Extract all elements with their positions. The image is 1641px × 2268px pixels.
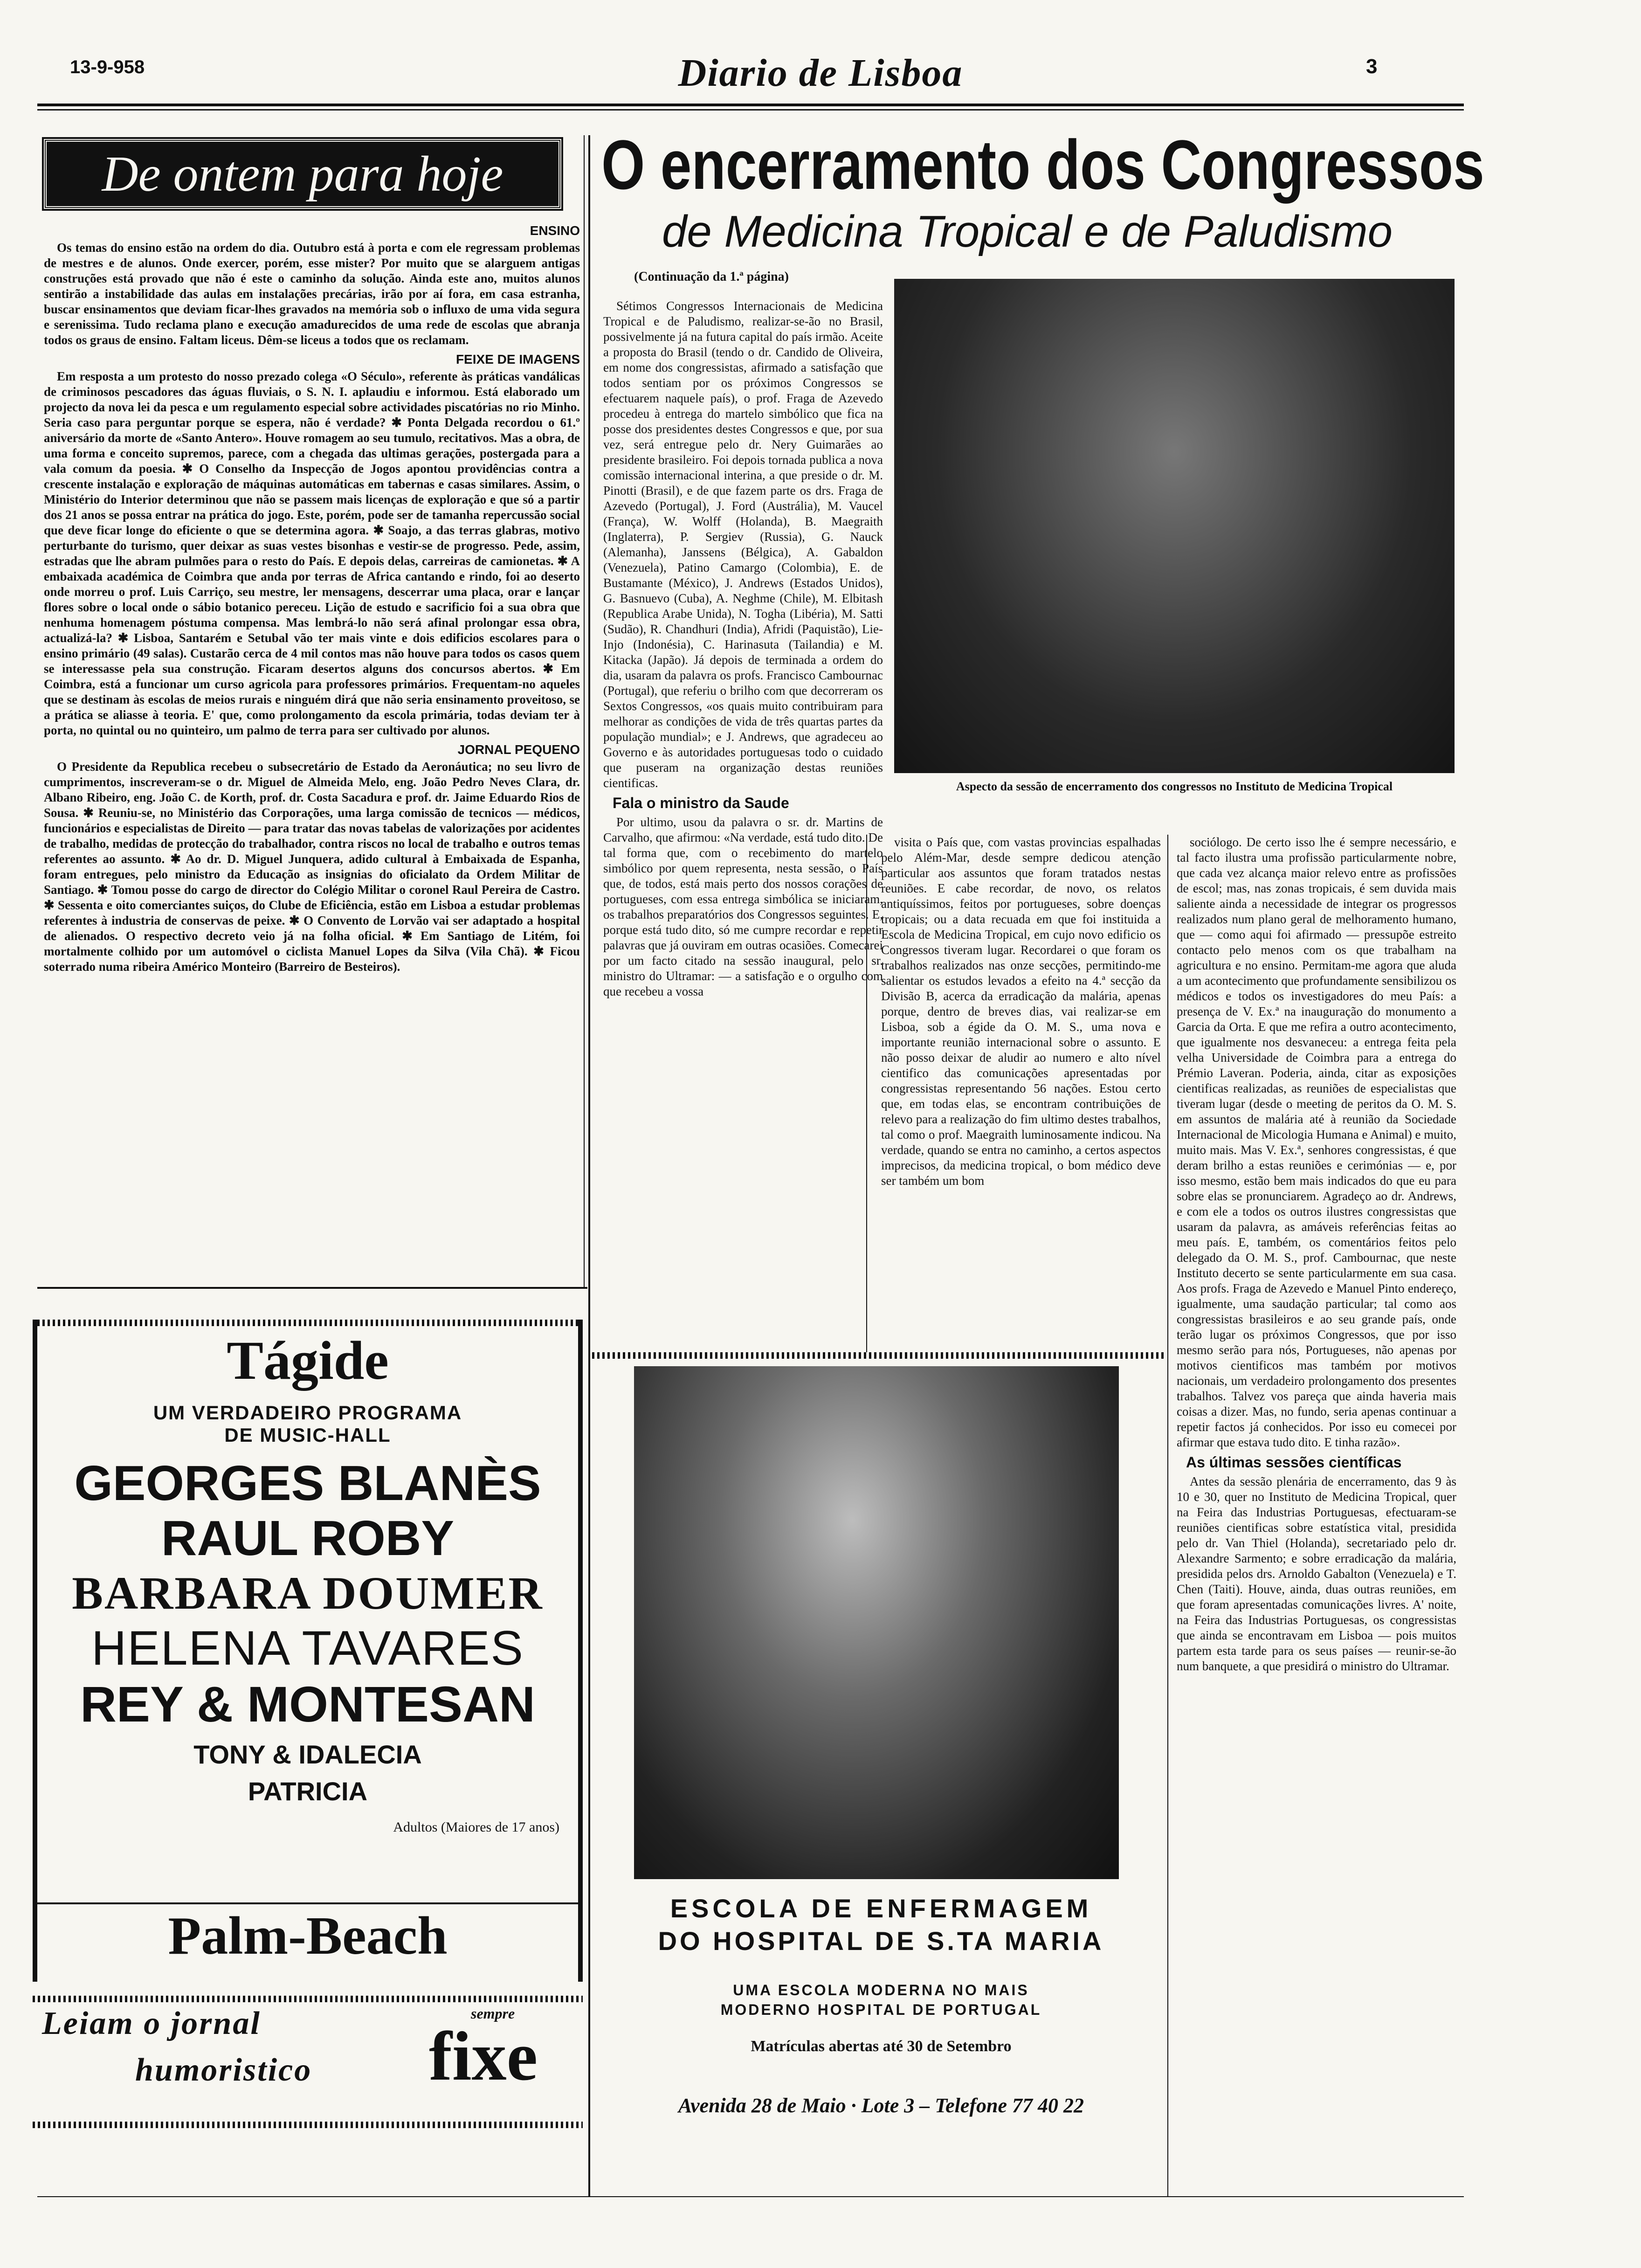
page-number: 3 xyxy=(1366,55,1378,78)
ad-border-top xyxy=(37,1320,578,1326)
column-rule-right xyxy=(1167,835,1168,2196)
article-col-3b-text: Antes da sessão plenária de encerramento, das 9 às 10 e 30, quer no Instituto de Medicina Tropical, quer na Feira das Industrias Portuguesas, efectuaram-se reuniões cientificas sobre estatística vital, presidida pelo dr. Van Thiel (Holanda), secretariado pelo dr. Alexandre Sarmento; e sobre erradicação da malária, presidida pelos drs. Arnoldo Gabalton (Venezuela) e T. Chen (Taiti). Houve, ainda, duas outras reuniões, em que foram apresentadas comunicações livres. A' noite, na Feira das Industrias Portuguesas, os congressistas que ainda se encontravam em Lisboa — pois muitos partem esta tarde para os seus países — reunir-se-ão num banquete, a que presidirá o ministro do Ultramar. xyxy=(1177,1474,1456,1673)
article-continuation: (Continuação da 1.ª página) xyxy=(634,270,789,284)
column-heading-box xyxy=(44,139,561,209)
ad-tagide-note: Adultos (Maiores de 17 anos) xyxy=(393,1819,559,1835)
section-title-feixe: FEIXE DE IMAGENS xyxy=(455,352,580,366)
left-column-bottom-rule xyxy=(37,1287,587,1289)
ad-tagide-act: PATRICIA xyxy=(248,1777,368,1806)
subhead-sessions: As últimas sessões científicas xyxy=(1186,1454,1402,1471)
article-col-2-text: visita o País que, com vastas provincias espalhadas pelo Além-Mar, desde sempre dedicou atenção particular aos assuntos que foram tratados nestas reuniões. E cabe recordar, de novo, os relatos antiquíssimos, feitos por portugueses, sobre doenças tropicais; ou a data recuada em que foi instituida a Escola de Medicina Tropical, em cujo novo edificio os Congressos tiveram lugar. Recordarei o que foram os trabalhos realizados nas onze secções, permitindo-me salientar os estudos levados a efeito na 4.ª secção da Divisão B, acerca da erradicação da malária, apenas porque, dentro de breves dias, vai realizar-se em Lisboa, sob a égide da O. M. S., uma nova e importante reunião internacional sobre o assunto. E não posso deixar de aludir ao numero e alto nível cientifico das comunicações apresentadas por congressistas representando 56 nações. Estou certo que, em todas elas, se encontram contribuições de relevo para a realização do fim ultimo destes trabalhos, tal como o prof. Maegraith luminosamente indicou. Na verdade, quando se entra no caminho, a certos aspectos imprecisos, da medicina tropical, o bom médico deve ser também um bom xyxy=(881,835,1161,1188)
ad-fixe-line-2: humoristico xyxy=(135,2052,312,2088)
masthead-rule-bottom xyxy=(37,109,1464,111)
section-text-jornal: O Presidente da Republica recebeu o subsecretário de Estado da Aeronáutica; no seu livro de cumprimentos, inscreveram-se o dr. Miguel de Almeida Melo, eng. João Pedro Neves Clara, dr. Albano Ribeiro, eng. João C. de Korth, prof. dr. Costa Sacadura e prof. dr. Jaime Eduardo Rios de Sousa. ✱ Reuniu-se, no Ministério das Corporações, uma larga comissão de tecnicos — médicos, funcionários e especialistas de Direito — para tratar das novas tabelas de valorizações por acidentes de trabalho, medidas de protecção do trabalhador, contra riscos no local de trabalho e outros temas referentes ao assunto. ✱ Ao dr. D. Miguel Junquera, adido cultural à Embaixada de Espanha, foram entregues, pelo ministro da Educação as insignias do oficialato da Ordem Militar de Santiago. ✱ Tomou posse do cargo de director do Colégio Militar o coronel Raul Pereira de Castro. ✱ Sessenta e oito comerciantes suiços, do Clube de Eficiência, estão em Lisboa a estudar problemas referentes à industria de conservas de peixe. ✱ O Convento de Lorvão vai ser adaptado a hospital de alienados. O respectivo decreto veio já na folha oficial. ✱ Em Santiago de Litém, foi mortalmente colhido por um automóvel o ciclista Manuel Lopes da Silva (Vila Chã). ✱ Ficou soterrado numa ribeira Américo Monteiro (Barreiro de Besteiros). xyxy=(44,760,580,974)
ad-fixe xyxy=(33,2005,583,2117)
nurse-photo xyxy=(634,1366,1119,1879)
section-title-ensino: ENSINO xyxy=(530,223,580,238)
ad-fixe-line-1: Leiam o jornal xyxy=(42,2005,261,2041)
ad-escola-line-1: UMA ESCOLA MODERNA NO MAIS xyxy=(733,1982,1029,1998)
ad-tagide-act: GEORGES BLANÈS xyxy=(74,1456,541,1511)
ad-tagide-act: RAUL ROBY xyxy=(161,1511,455,1566)
ad-tagide xyxy=(33,1320,583,1982)
article-col-3 xyxy=(1177,835,1456,2178)
left-column-text xyxy=(44,219,580,1278)
column-rule-left-inner xyxy=(584,135,585,1287)
ad-tagide-tagline-1: UM VERDADEIRO PROGRAMA xyxy=(153,1402,462,1424)
newspaper-title: Diario de Lisboa xyxy=(678,51,963,95)
subhead-minister: Fala o ministro da Saude xyxy=(613,795,789,811)
ad-escola-line-2: MODERNO HOSPITAL DE PORTUGAL xyxy=(720,2001,1042,2018)
ad-fixe-brand: fixe xyxy=(429,2018,538,2095)
column-rule-left xyxy=(588,135,590,2196)
article-col-1 xyxy=(603,298,883,1338)
article-col-1-text: Sétimos Congressos Internacionais de Medicina Tropical e de Paludismo, realizar-se-ão no Brasil, possivelmente já na futura capital do país irmão. Aceite a proposta do Brasil (tendo o dr. Candido de Oliveira, em nome dos congressistas, afirmado a satisfação que todos sentiam por os próximos Congressos se efectuarem naquele país), o prof. Fraga de Azevedo procedeu à entrega do martelo simbólico que fica na posse dos presidentes destes Congressos e que, por sua vez, será entregue pelo dr. Nery Guimarães ao presidente brasileiro. Foi depois tornada publica a nova comissão internacional interina, a que preside o dr. M. Pinotti (Brasil), e de que fazem parte os drs. Fraga de Azevedo (Portugal), J. Ford (Austrália), M. Vaucel (França), W. Wolff (Holanda), B. Maegraith (Inglaterra), P. Sergiev (Russia), G. Nauck (Alemanha), Janssens (Bélgica), A. Gabaldon (Venezuela), Patino Camargo (Colombia), E. de Bustamante (México), J. Andrews (Estados Unidos), G. Basnuevo (Cuba), A. Neghme (Chile), M. Elbitash (Republica Arabe Unida), N. Togha (Libéria), M. Satti (Sudão), R. Chandhuri (India), Afridi (Paquistão), Lie-Injo (Indonésia), C. Harinasuta (Tailandia) e M. Kitacka (Japão). Já depois de terminada a ordem do dia, usaram da palavra os profs. Francisco Cambournac (Portugal), que referiu o brilho com que decorreram os Sextos Congressos, «os quais muito contribuiram para melhorar as condições de vida de três quartas partes da população mundial»; e J. Andrews, que agradeceu ao Governo e às autoridades portuguesas todo o cuidado que puseram na organização destas reuniões cientificas. xyxy=(603,299,883,790)
ad-escola xyxy=(597,1366,1165,2173)
ad-tagide-act: HELENA TAVARES xyxy=(91,1621,524,1675)
ad-fixe-small: sempre xyxy=(471,2005,515,2022)
ad-tagide-venue: Palm-Beach xyxy=(168,1906,448,1966)
ad-tagide-act: TONY & IDALECIA xyxy=(193,1740,422,1769)
ad-tagide-name: Tágide xyxy=(227,1330,389,1391)
ad-escola-enrol: Matrículas abertas até 30 de Setembro xyxy=(751,2038,1012,2055)
issue-date: 13-9-958 xyxy=(70,57,145,77)
ad-escola-border-top xyxy=(592,1352,1165,1359)
congress-photo xyxy=(894,279,1455,773)
article-col-1b-text: Por ultimo, usou da palavra o sr. dr. Martins de Carvalho, que afirmou: «Na verdade, está tudo dito. De tal forma que, com o recebimento do martelo simbólico por quem representa, nesta sessão, o País que, de todos, está mais perto dos nossos corações de portugueses, com essa entrega simbólica se iniciaram, os trabalhos preparatórios dos Congressos seguintes. E, porque está tudo dito, só me cumpre recordar e repetir palavras que já ouviram em outras ocasiões. Comecarei por um facto citado na sessão inaugural, pelo sr. ministro do Ultramar: — a satisfação e o orgulho com que recebeu a vossa xyxy=(603,815,883,998)
article-headline: O encerramento dos Congressos xyxy=(601,125,1484,204)
ad-fixe-border-top xyxy=(33,1996,583,2002)
article-subheadline: de Medicina Tropical e de Paludismo xyxy=(662,207,1393,256)
section-text-ensino: Os temas do ensino estão na ordem do dia. Outubro está à porta e com ele regressam problemas de mestres e de alunos. Onde exercer, porém, esse mister? Por muito que se alarguem antigas construções está provado que não é este o caminho da solução. Ainda este ano, muitos alunos sentirão a instabilidade das aulas em instalações precárias, irão por aí fora, em casa estranha, buscar ensinamentos que deviam ficar-lhes gravados na memória sob o influxo de uma vida segura e serenissima. Tudo reclama plano e execução amadurecidos de uma rede de escolas que abranja todos os graus de ensino. Faltam liceus. Dêm-se liceus a todos que os reclamam. xyxy=(44,241,580,347)
ad-escola-title-2: DO HOSPITAL DE S.TA MARIA xyxy=(658,1926,1104,1956)
ad-tagide-act: BARBARA DOUMER xyxy=(72,1567,544,1619)
page-bottom-rule xyxy=(37,2196,1464,2197)
ad-tagide-rule xyxy=(37,1902,578,1904)
section-title-jornal: JORNAL PEQUENO xyxy=(457,742,580,757)
ad-tagide-act: REY & MONTESAN xyxy=(80,1676,536,1732)
masthead-rule-top xyxy=(37,104,1464,106)
ad-tagide-tagline-2: DE MUSIC-HALL xyxy=(224,1424,391,1446)
section-text-feixe: Em resposta a um protesto do nosso prezado colega «O Século», referente às práticas vandálicas de criminosos pescadores das águas fluviais, o S. N. I. aplaudiu e informou. Está elaborado um projecto da nova lei da pesca e um regulamento especial sobre actividades piscatórias no rio Minho. Seria caso para perguntar porque se espera, não é verdade? ✱ Ponta Delgada recordou o 61.º aniversário da morte de «Santo Antero». Houve romagem ao seu tumulo, recitativos. Mas a obra, de uma forma e conceito supremos, parece, com a chegada das ultimas gerações, postergada para a vala comum da poesia. ✱ O Conselho da Inspecção de Jogos apontou providências contra a crescente instalação e exploração de máquinas automáticas em tabernas e casas similares. Assim, o Ministério do Interior determinou que não se passem mais licenças de exploração e que só a partir dos 21 anos se possa entrar na prática do jogo. Este, porém, pode ser de tamanha repercussão social que deve ficar longe do eficiente o que se determina agora. ✱ Soajo, a das terras glabras, motivo perturbante do turismo, quer deixar as suas vestes bisonhas e vestir-se de progresso. Pede, assim, estradas que lhe abram pulmões para o resto do País. E depois delas, carreiras de camionetas. ✱ A embaixada académica de Coimbra que anda por terras de Africa cantando e rindo, foi ao deserto onde morreu o prof. Luis Carriço, seu mestre, ler mensagens, descerrar uma placa, orar e lançar flores sobre o local onde o sábio botanico pereceu. Lição de estudo e sacrificio foi a sua obra que nenhuma homenagem póstuma compensa. Mas lembrá-lo não será afinal prolongar essa obra, actualizá-la? ✱ Lisboa, Santarém e Setubal vão ter mais vinte e dois edificios escolares para o ensino primário (49 salas). Custarão cerca de 4 mil contos mas não houve para todos os casos quem se interessasse pela sua construção. Ficaram desertos alguns dos concursos abertos. ✱ Em Coimbra, está a funcionar um curso agricola para professores primários. Frequentam-no aqueles que se destinam às escolas de meios rurais e ninguém dirá que não seria ensinamento proveitoso, se a prática se aliasse à teoria. E' que, como prolongamento da escola primária, todas deviam ter à porta, no quintal ou no quinteiro, um palmo de terra para ser cultivado por alunos. xyxy=(44,369,580,737)
column-heading: De ontem para hoje xyxy=(102,146,503,202)
ad-fixe-border-bottom xyxy=(33,2122,583,2128)
article-col-2 xyxy=(881,835,1161,1352)
article-col-3-text: sociólogo. De certo isso lhe é sempre necessário, e tal facto ilustra uma profissão particularmente nobre, que cada vez alcança maior relevo entre as profissões de escol; mas, nas zonas tropicais, é sem duvida mais saliente ainda a necessidade de integrar os progressos realizados num plano geral de melhoramento humano, que — como aqui foi afirmado — pressupõe estreito contacto pelo menos com os que trabalham na agricultura e no ensino. Permitam-me agora que aluda a um acontecimento que profundamente sensibilizou os médicos e todos os investigadores do meu País: a presença de V. Ex.ª na inauguração do monumento a Garcia da Orta. E que me refira a outro acontecimento, que igualmente nos desvaneceu: a entrega feita pela velha Universidade de Coimbra para a entrega do Prémio Laveran. Poderia, ainda, citar as exposições cientificas realizadas, as reuniões de especialistas que tiveram lugar (desde o meeting de peritos da O. M. S. em assuntos de malária até à reunião da Sociedade Internacional de Micologia Humana e Animal) e muito, muito mais. Mas V. Ex.ª, senhores congressistas, é que deram brilho a estas reuniões e cerimónias — e, por isso mesmo, estão bem mais indicados do que eu para sobre elas se pronunciarem. Agradeço ao dr. Andrews, e com ele a todos os outros ilustres congressistas que usaram da palavra, as amáveis referências feitas ao meu país. E, também, os comentários feitos pelo delegado da O. M. S., prof. Cambournac, que neste Instituto decerto se sente particularmente em sua casa. Aos profs. Fraga de Azevedo e Manuel Pinto endereço, igualmente, uma saudação particular; tal como aos congressistas brasileiros e ao seu grande país, onde terão lugar os próximos Congressos, que por isso mesmo serão para nós, Portugueses, não apenas por motivos cientificos mas também por motivos nacionais, um verdadeiro prolongamento dos presentes trabalhos. Talvez vos pareça que ainda haveria mais coisas a dizer. Mas, no fundo, seria apenas continuar a repetir factos já conhecidos. Por isso eu comecei por afirmar que estava tudo dito. E tinha razão». xyxy=(1177,835,1456,1449)
ad-escola-title-1: ESCOLA DE ENFERMAGEM xyxy=(670,1894,1092,1923)
photo-caption: Aspecto da sessão de encerramento dos congressos no Instituto de Medicina Tropical xyxy=(956,780,1393,793)
ad-escola-address: Avenida 28 de Maio · Lote 3 – Telefone 77 40 22 xyxy=(678,2094,1084,2117)
